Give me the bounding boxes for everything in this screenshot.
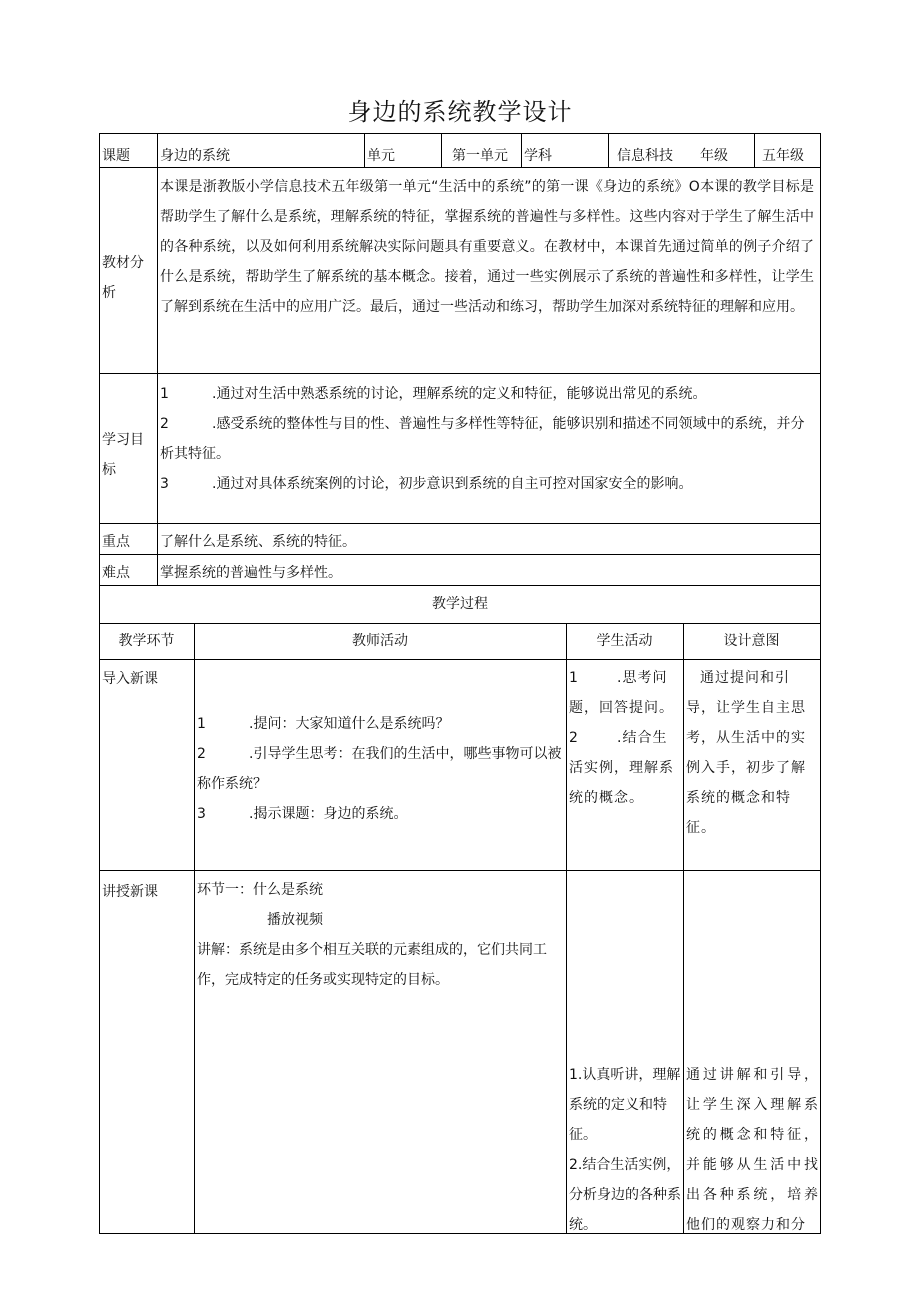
column-header-teacher: 教师活动 bbox=[352, 633, 408, 649]
table-border bbox=[754, 133, 755, 168]
table-border bbox=[157, 133, 158, 586]
table-border bbox=[99, 167, 821, 168]
course-label: 课题 bbox=[102, 148, 130, 164]
intro-teacher bbox=[197, 709, 563, 829]
list-item: 1 .通过对生活中熟悉系统的讨论，理解系统的定义和特征，能够说出常见的系统。 bbox=[160, 386, 707, 402]
lecture-stage: 讲授新课 bbox=[102, 884, 158, 900]
lecture-intent: 通过讲解和引导，让学生深入理解系统的概念和特征，并能够从生活中找出各种系统，培养他们的观察力和分 bbox=[686, 1067, 819, 1233]
key-point-label: 重点 bbox=[102, 534, 130, 550]
table-border bbox=[441, 133, 442, 168]
table-border bbox=[99, 523, 821, 524]
table-border bbox=[99, 554, 821, 555]
list-item: 2 .结合生活实例，理解系统的概念。 bbox=[569, 730, 674, 806]
column-header-intent: 设计意图 bbox=[723, 633, 780, 649]
unit-label: 单元 bbox=[367, 148, 395, 164]
analysis-text: 本课是浙教版小学信息技术五年级第一单元“生活中的系统”的第一课《身边的系统》O本课的教学目标是帮助学生了解什么是系统，理解系统的特征，掌握系统的普遍性与多样性。这些内容对于学生了解生活中的各种系统，以及如何利用系统解决实际问题具有重要意义。在教材中，本课首先通过简单的例子介绍了什么是系统，帮助学生了解系统的基本概念。接着，通过一些实例展示了系统的普遍性和多样性，让学生了解到系统在生活中的应用广泛。最后，通过一些活动和练习，帮助学生加深对系统特征的理解和应用。 bbox=[160, 179, 814, 315]
table-border bbox=[99, 133, 821, 134]
table-border bbox=[566, 623, 567, 1234]
lecture-text: 讲解：系统是由多个相互关联的元素组成的，它们共同工作，完成特定的任务或实现特定的目标。 bbox=[197, 942, 547, 988]
list-item: 2.结合生活实例，分析身边的各种系统。 bbox=[569, 1157, 681, 1233]
table-border bbox=[99, 659, 821, 660]
table-border bbox=[99, 133, 100, 1234]
list-item: 3 .通过对具体系统案例的讨论，初步意识到系统的自主可控对国家安全的影响。 bbox=[160, 476, 693, 492]
unit-value: 第一单元 bbox=[452, 148, 508, 164]
column-header-student: 学生活动 bbox=[596, 633, 653, 649]
table-border bbox=[364, 133, 365, 168]
list-item: 2 .引导学生思考：在我们的生活中，哪些事物可以被称作系统？ bbox=[197, 746, 562, 792]
intro-student bbox=[569, 663, 681, 813]
intro-intent: 通过提问和引导，让学生自主思考，从生活中的实例入手，初步了解系统的概念和特征。 bbox=[686, 670, 806, 836]
key-point-text: 了解什么是系统、系统的特征。 bbox=[160, 534, 356, 550]
table-border bbox=[521, 133, 522, 168]
lecture-teacher bbox=[197, 875, 563, 995]
list-item: 2 .感受系统的整体性与目的性、普遍性与多样性等特征，能够识别和描述不同领域中的系统，并分析其特征。 bbox=[160, 416, 805, 462]
list-item: 1 .思考问题，回答提问。 bbox=[569, 670, 674, 716]
table-border bbox=[683, 623, 684, 1234]
list-item: 1.认真听讲，理解系统的定义和特征。 bbox=[569, 1067, 681, 1143]
table-border bbox=[99, 373, 821, 374]
intro-stage: 导入新课 bbox=[102, 671, 158, 687]
table-border bbox=[99, 870, 821, 871]
page-title: 身边的系统教学设计 bbox=[347, 98, 573, 126]
table-border bbox=[99, 623, 821, 624]
difficulty-label: 难点 bbox=[102, 565, 130, 581]
list-item: 3 .揭示课题：身边的系统。 bbox=[197, 806, 408, 822]
table-border bbox=[608, 133, 609, 168]
table-border bbox=[820, 133, 821, 1234]
grade-value: 五年级 bbox=[762, 148, 804, 164]
lecture-subheading: 播放视频 bbox=[267, 912, 323, 928]
course-value: 身边的系统 bbox=[160, 148, 230, 164]
objectives-list bbox=[160, 379, 814, 499]
column-header-stage: 教学环节 bbox=[118, 633, 175, 649]
subject-value: 信息科技 bbox=[617, 148, 673, 164]
lecture-student bbox=[569, 1060, 682, 1240]
lecture-heading: 环节一：什么是系统 bbox=[197, 882, 323, 898]
table-border bbox=[194, 623, 195, 1234]
process-title: 教学过程 bbox=[432, 596, 488, 612]
objectives-label: 学习目 标 bbox=[102, 432, 144, 478]
analysis-label: 教材分 析 bbox=[102, 255, 144, 301]
list-item: 1 .提问：大家知道什么是系统吗？ bbox=[197, 716, 450, 732]
grade-label: 年级 bbox=[700, 148, 728, 164]
subject-label: 学科 bbox=[524, 148, 552, 164]
difficulty-text: 掌握系统的普遍性与多样性。 bbox=[160, 565, 342, 581]
table-border bbox=[99, 585, 821, 586]
